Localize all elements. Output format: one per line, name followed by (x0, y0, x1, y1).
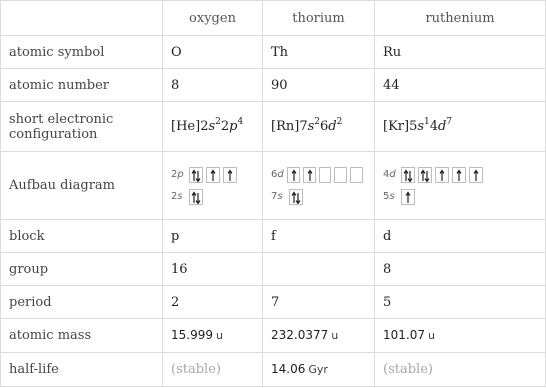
row-label: period (1, 286, 163, 319)
orbital-box (289, 189, 303, 205)
config-electron-count: 2 (336, 117, 343, 127)
config-shell-number: 7 (299, 119, 308, 134)
config-shell-number: 5 (409, 119, 418, 134)
block-oxygen: p (163, 220, 263, 253)
orbital-letter: d (277, 169, 284, 180)
symbol-ruthenium: Ru (375, 36, 546, 69)
orbital-electrons-icon (304, 168, 316, 182)
config-subshell: s (307, 119, 315, 134)
spin-down-arrow-icon (296, 193, 300, 204)
orbital-box (319, 167, 332, 183)
config-electron-count: 7 (446, 117, 453, 127)
spin-up-arrow-icon (406, 192, 410, 203)
orbital-electrons-icon (470, 168, 482, 182)
spin-up-arrow-icon (474, 170, 478, 181)
orbital-label: 6d (271, 169, 284, 180)
orbital-box (401, 167, 415, 183)
symbol-thorium: Th (263, 36, 375, 69)
orbital-electrons-icon (402, 190, 414, 204)
table-row-half-life (1, 353, 546, 387)
spin-up-arrow-icon (404, 170, 408, 181)
halflife-oxygen: (stable) (163, 353, 263, 387)
config-subshell: p (229, 119, 238, 134)
orbital-box (303, 167, 316, 183)
aufbau-subshell-row (171, 186, 254, 208)
spin-up-arrow-icon (211, 170, 215, 181)
corner-cell (1, 1, 163, 36)
table-row-atomic-symbol (1, 36, 546, 69)
row-label: Aufbau diagram (1, 152, 163, 220)
orbital-electrons-icon (453, 168, 465, 182)
table-row-aufbau (1, 152, 546, 220)
config-core: [Kr] (383, 119, 410, 134)
spin-up-arrow-icon (421, 170, 425, 181)
orbital-box (334, 167, 347, 183)
table-row-group (1, 253, 546, 286)
aufbau-subshell-row (383, 164, 537, 186)
orbital-box (206, 167, 220, 183)
table-row-atomic-mass (1, 319, 546, 353)
config-electron-count: 1 (424, 117, 430, 127)
orbital-letter: s (389, 191, 395, 202)
config-subshell: d (438, 119, 447, 134)
aufbau-ruthenium (375, 152, 546, 220)
orbital-electrons-icon (320, 168, 332, 182)
mass-ruthenium (375, 319, 546, 353)
aufbau-subshell-row (271, 164, 366, 186)
column-header-oxygen: oxygen (163, 1, 263, 36)
number-ruthenium: 44 (375, 69, 546, 102)
row-label: atomic mass (1, 319, 163, 353)
orbital-box (401, 189, 415, 205)
orbital-electrons-icon (436, 168, 448, 182)
mass-unit: u (428, 329, 435, 342)
group-oxygen: 16 (163, 253, 263, 286)
config-oxygen (163, 102, 263, 152)
orbital-box (418, 167, 432, 183)
spin-up-arrow-icon (457, 170, 461, 181)
mass-unit: u (216, 329, 223, 342)
orbital-box (223, 167, 237, 183)
orbital-box (469, 167, 483, 183)
orbital-electrons-icon (402, 168, 414, 182)
period-oxygen: 2 (163, 286, 263, 319)
block-thorium: f (263, 220, 375, 253)
number-oxygen: 8 (163, 69, 263, 102)
config-electron-count: 4 (237, 117, 244, 127)
orbital-electrons-icon (290, 190, 302, 204)
mass-value: 101.07 (383, 328, 425, 342)
config-shell-number: 4 (429, 119, 439, 134)
aufbau-subshell-row (271, 186, 366, 208)
orbital-electrons-icon (190, 168, 202, 182)
number-thorium: 90 (263, 69, 375, 102)
spin-down-arrow-icon (196, 193, 200, 204)
aufbau-subshell-row (383, 186, 537, 208)
group-thorium (263, 253, 375, 286)
mass-value: 232.0377 (271, 328, 329, 342)
config-electron-count: 2 (314, 117, 320, 127)
orbital-electrons-icon (224, 168, 236, 182)
column-header-thorium: thorium (263, 1, 375, 36)
row-label: group (1, 253, 163, 286)
orbital-label: 2p (171, 169, 184, 180)
config-shell-number: 6 (320, 119, 329, 134)
period-ruthenium: 5 (375, 286, 546, 319)
block-ruthenium: d (375, 220, 546, 253)
table-row-atomic-number (1, 69, 546, 102)
orbital-letter: p (177, 169, 184, 180)
orbital-electrons-icon (351, 168, 363, 182)
orbital-electrons-icon (288, 168, 300, 182)
row-label: short electronic configuration (1, 102, 163, 152)
table-row-block (1, 220, 546, 253)
orbital-electrons-icon (419, 168, 431, 182)
config-shell-number: 2 (220, 119, 230, 134)
orbital-box (189, 189, 203, 205)
mass-thorium (263, 319, 375, 353)
column-header-ruthenium: ruthenium (375, 1, 546, 36)
halflife-thorium (263, 353, 375, 387)
spin-up-arrow-icon (192, 192, 196, 203)
config-subshell: s (208, 119, 216, 134)
symbol-oxygen: O (163, 36, 263, 69)
config-electron-count: 2 (215, 117, 221, 127)
orbital-box (287, 167, 300, 183)
orbital-label: 5s (383, 191, 395, 202)
orbital-electrons-icon (335, 168, 347, 182)
row-label: atomic symbol (1, 36, 163, 69)
orbital-box (350, 167, 363, 183)
header-row (1, 1, 546, 36)
config-core: [He] (171, 119, 201, 134)
spin-down-arrow-icon (196, 171, 200, 182)
orbital-letter: s (177, 191, 183, 202)
spin-up-arrow-icon (308, 170, 312, 181)
orbital-electrons-icon (190, 190, 202, 204)
table-row-electron-config (1, 102, 546, 152)
spin-up-arrow-icon (192, 170, 196, 181)
orbital-label: 7s (271, 191, 283, 202)
mass-value: 15.999 (171, 328, 213, 342)
halflife-unit: Gyr (308, 363, 328, 376)
orbital-box (435, 167, 449, 183)
spin-up-arrow-icon (228, 170, 232, 181)
spin-up-arrow-icon (292, 192, 296, 203)
config-shell-number: 2 (200, 119, 209, 134)
config-thorium (263, 102, 375, 152)
period-thorium: 7 (263, 286, 375, 319)
aufbau-subshell-row (171, 164, 254, 186)
config-core: [Rn] (271, 119, 300, 134)
halflife-value: 14.06 (271, 362, 306, 376)
row-label: block (1, 220, 163, 253)
group-ruthenium: 8 (375, 253, 546, 286)
config-ruthenium (375, 102, 546, 152)
config-subshell: d (328, 119, 337, 134)
orbital-letter: s (277, 191, 283, 202)
orbital-label: 2s (171, 191, 183, 202)
row-label: atomic number (1, 69, 163, 102)
orbital-electrons-icon (207, 168, 219, 182)
spin-up-arrow-icon (292, 170, 296, 181)
table-row-period (1, 286, 546, 319)
orbital-box (452, 167, 466, 183)
orbital-box (189, 167, 203, 183)
spin-down-arrow-icon (425, 171, 429, 182)
spin-up-arrow-icon (440, 170, 444, 181)
mass-oxygen (163, 319, 263, 353)
aufbau-thorium (263, 152, 375, 220)
row-label: half-life (1, 353, 163, 387)
orbital-label: 4d (383, 169, 396, 180)
mass-unit: u (331, 329, 339, 342)
aufbau-oxygen (163, 152, 263, 220)
config-subshell: s (417, 119, 425, 134)
halflife-ruthenium: (stable) (375, 353, 546, 387)
spin-down-arrow-icon (408, 171, 412, 182)
orbital-letter: d (389, 169, 396, 180)
